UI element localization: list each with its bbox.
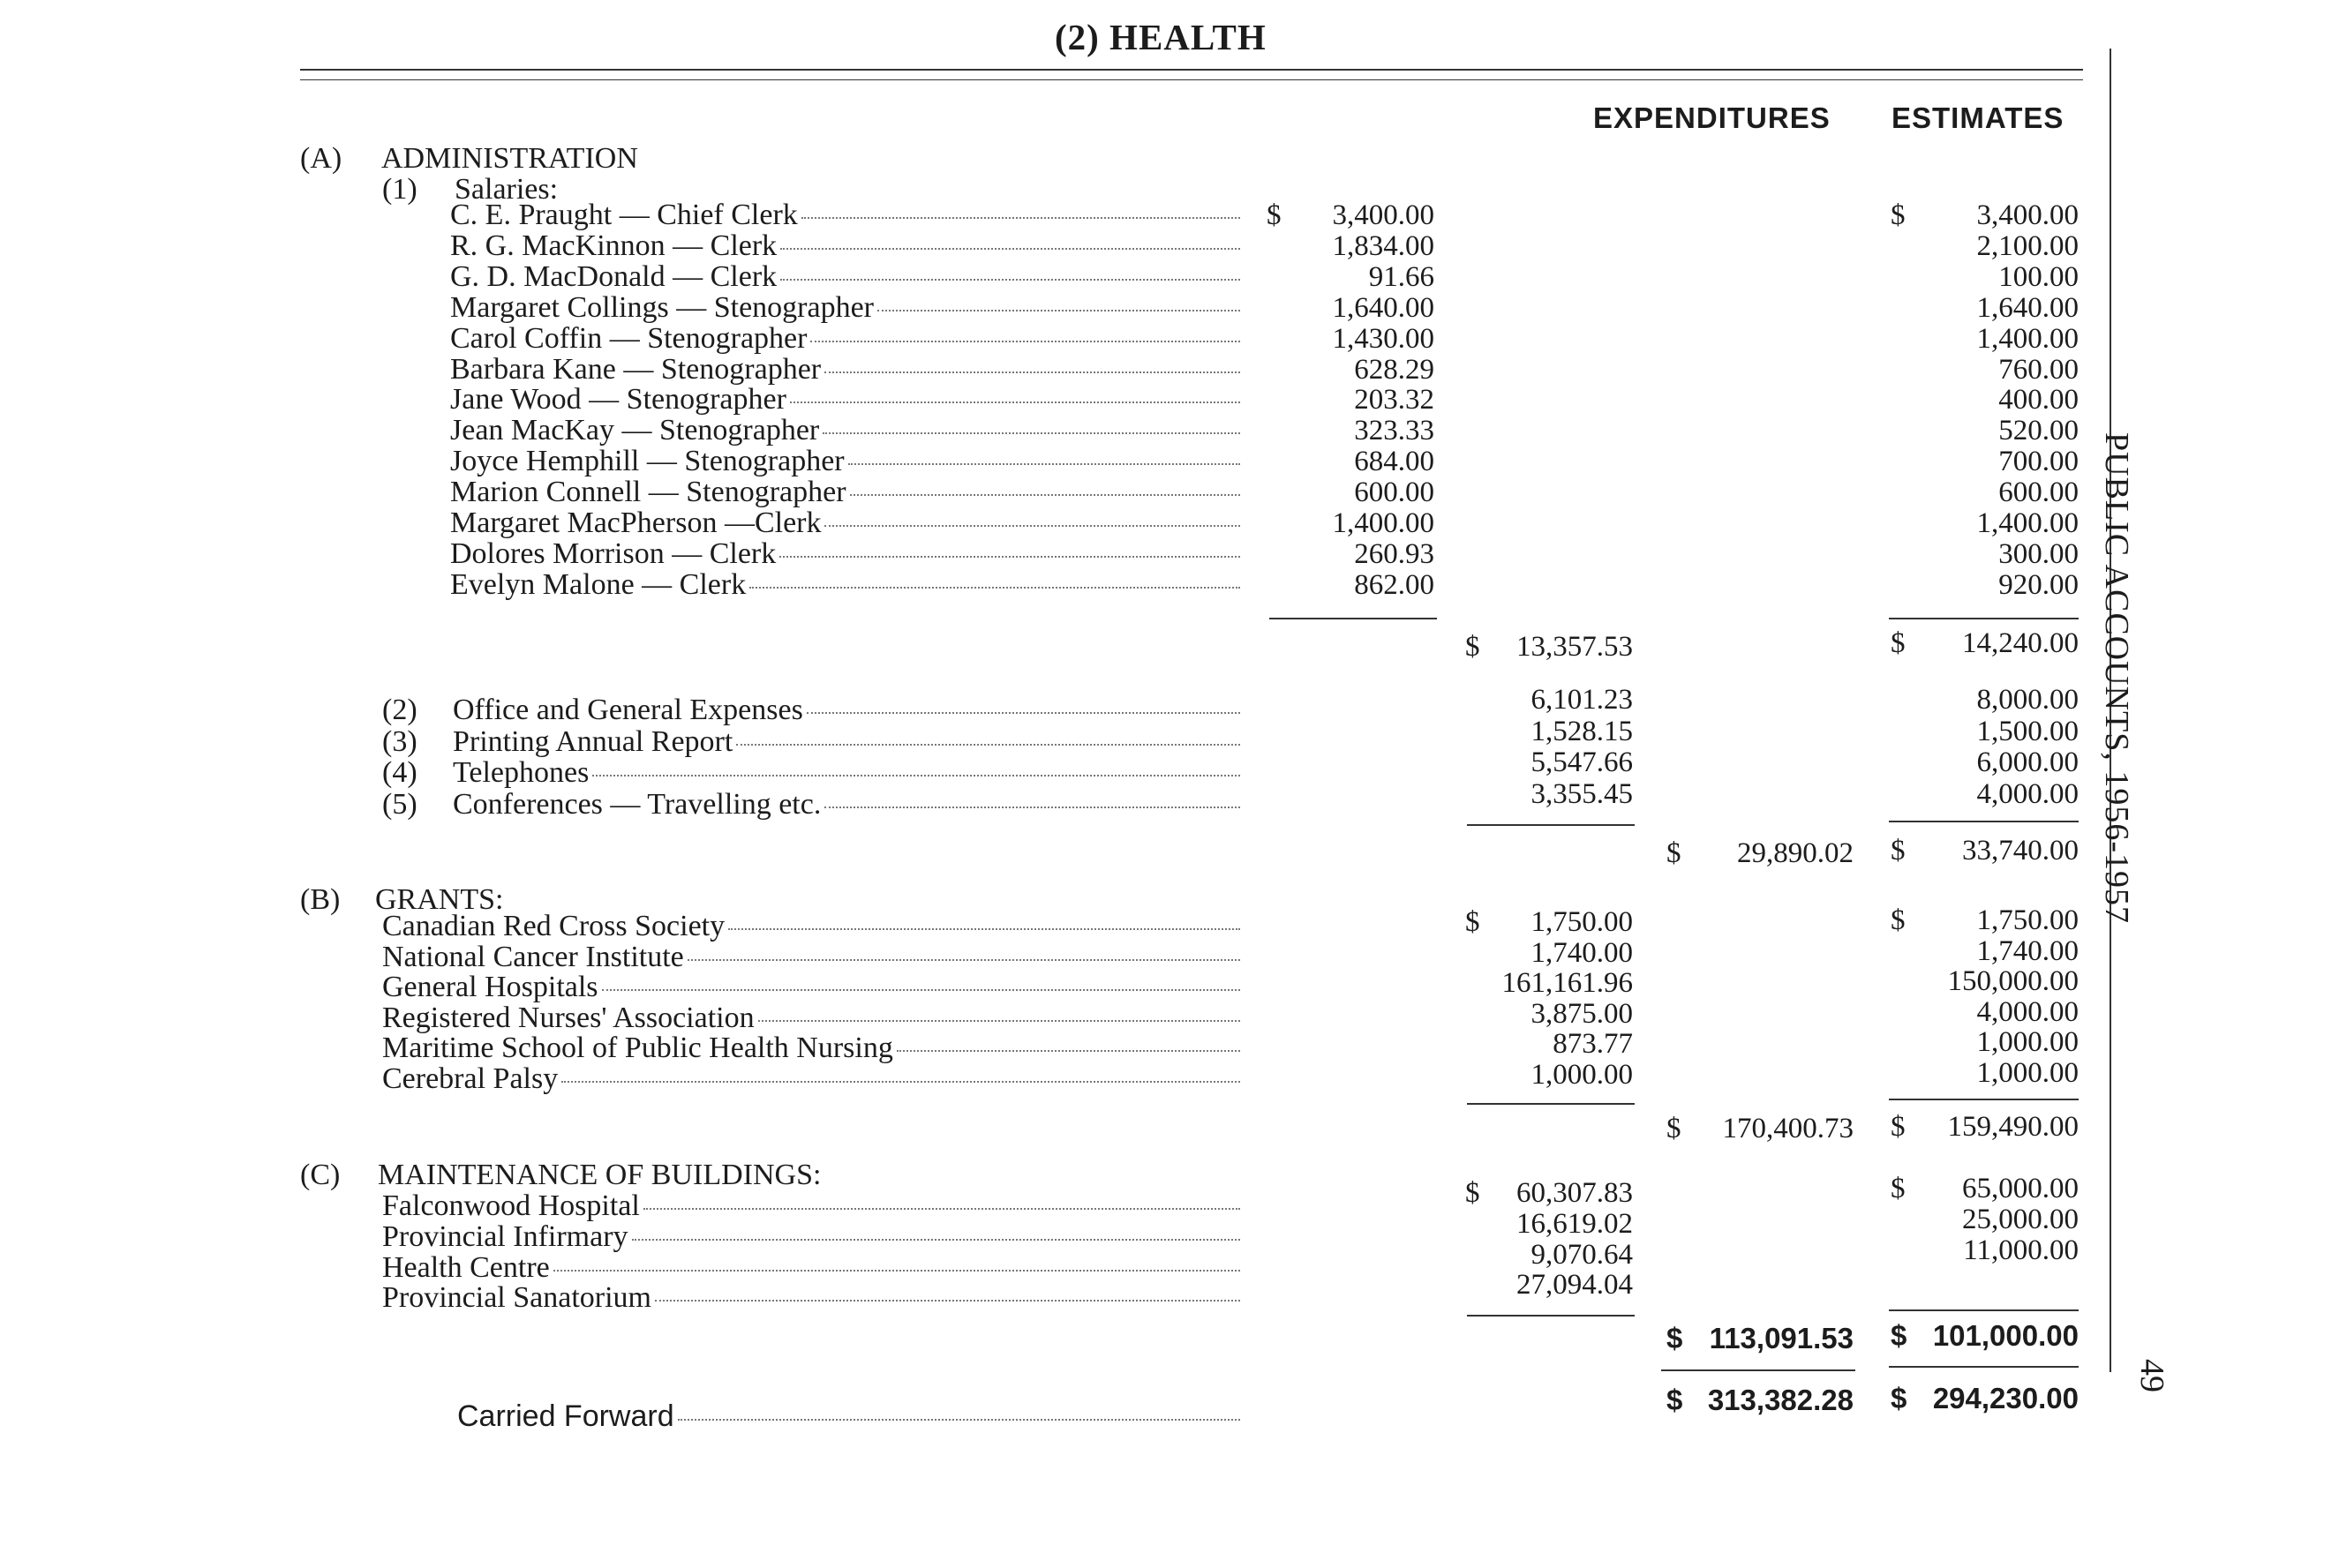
dollar-sign: $ (1891, 1382, 1907, 1414)
grant-item-label (382, 912, 1240, 942)
dot-leader (807, 712, 1240, 714)
salary-item-expenditure: 3,400.00 (1332, 199, 1434, 231)
expense-item-label (453, 758, 1240, 788)
dot-leader (688, 959, 1240, 961)
grant-item-label (382, 1003, 1240, 1033)
dollar-sign: $ (1465, 906, 1480, 938)
grant-item-label-text: Registered Nurses' Association (382, 1002, 755, 1033)
building-item-estimate: 25,000.00 (1962, 1203, 2079, 1235)
building-item-estimate: 65,000.00 (1962, 1173, 2079, 1204)
salary-item-label-text: Marion Connell — Stenographer (450, 477, 846, 508)
expense-item-label (453, 695, 1240, 725)
salary-item-estimate: 100.00 (1998, 260, 2079, 293)
grant-item-estimate: 4,000.00 (1976, 995, 2079, 1028)
building-item-expenditure: 60,307.83 (1516, 1177, 1633, 1209)
building-item-expenditure: 27,094.04 (1516, 1269, 1633, 1302)
salary-item-label (450, 262, 1240, 292)
carried-forward-estimate: 294,230.00 (1932, 1382, 2079, 1414)
salary-item-estimate: 1,640.00 (1976, 291, 2079, 324)
grant-item-label (382, 972, 1240, 1002)
dot-leader (655, 1300, 1240, 1302)
salary-item-expenditure: 600.00 (1354, 476, 1434, 509)
expense-item-label-text: Conferences — Travelling etc. (453, 789, 822, 820)
building-item-label (382, 1283, 1240, 1313)
dot-leader (848, 463, 1240, 465)
dot-leader (728, 928, 1240, 930)
salary-item-label-text: Barbara Kane — Stenographer (450, 354, 822, 385)
dollar-sign: $ (1891, 904, 1906, 936)
grant-item-estimate: 150,000.00 (1947, 965, 2079, 998)
dollar-sign: $ (1666, 1322, 1683, 1354)
grant-item-label (382, 1033, 1240, 1063)
expense-item-label-text: Printing Annual Report (453, 726, 733, 757)
salary-item-label (450, 416, 1240, 446)
section-c-total-estimate: 101,000.00 (1932, 1319, 2079, 1352)
dot-leader (824, 371, 1240, 373)
section-a-title: ADMINISTRATION (381, 142, 638, 175)
grant-item-label-text: Maritime School of Public Health Nursing (382, 1033, 893, 1064)
expense-item-expenditure: 3,355.45 (1531, 777, 1633, 810)
salary-item-label (450, 324, 1240, 354)
building-item-label (382, 1222, 1240, 1252)
carried-forward-label-text: Carried Forward (457, 1401, 674, 1431)
salary-item-label (450, 477, 1240, 507)
salary-item-expenditure: 1,400.00 (1332, 507, 1434, 539)
dollar-sign: $ (1666, 1384, 1683, 1416)
salary-item-estimate: 2,100.00 (1976, 229, 2079, 262)
expense-item-expenditure: 5,547.66 (1531, 746, 1633, 778)
dot-leader (823, 432, 1240, 434)
building-item-expenditure: 9,070.64 (1531, 1238, 1633, 1271)
building-item-label (382, 1253, 1240, 1283)
grant-item-label (382, 942, 1240, 972)
dollar-sign: $ (1666, 837, 1681, 869)
salary-item-label-text: Margaret MacPherson —Clerk (450, 508, 822, 538)
salary-item-label-text: R. G. MacKinnon — Clerk (450, 230, 778, 261)
item-number: (5) (382, 787, 417, 821)
salaries-total-estimate: 14,240.00 (1962, 627, 2079, 659)
section-a-total-estimate: 33,740.00 (1962, 835, 2079, 867)
page-number: 49 (2133, 1359, 2170, 1392)
section-b-subtotal-rule (1467, 1103, 1635, 1105)
dot-leader (553, 1270, 1240, 1272)
salary-item-expenditure: 1,834.00 (1332, 229, 1434, 262)
dot-leader (780, 279, 1240, 281)
salary-item-expenditure: 203.32 (1354, 384, 1434, 416)
dot-leader (779, 556, 1240, 558)
salary-item-label-text: G. D. MacDonald — Clerk (450, 261, 778, 292)
salary-item-estimate: 3,400.00 (1976, 199, 2079, 231)
dot-leader (824, 525, 1240, 527)
grant-item-expenditure: 1,740.00 (1531, 936, 1633, 969)
expense-item-expenditure: 6,101.23 (1531, 684, 1633, 716)
salary-item-label (450, 200, 1240, 230)
dot-leader (736, 744, 1240, 746)
expense-item-estimate: 8,000.00 (1976, 684, 2079, 716)
section-b-title: GRANTS: (375, 883, 504, 916)
grant-item-label-text: General Hospitals (382, 972, 598, 1003)
estimates-header: ESTIMATES (1892, 101, 2064, 134)
section-c-estimate-rule (1889, 1309, 2079, 1311)
dot-leader (810, 341, 1240, 342)
section-c-title: MAINTENANCE OF BUILDINGS: (378, 1159, 822, 1191)
expense-item-estimate: 4,000.00 (1976, 777, 2079, 810)
grant-item-estimate: 1,000.00 (1976, 1026, 2079, 1059)
expenditures-header: EXPENDITURES (1593, 101, 1831, 134)
salary-item-expenditure: 260.93 (1354, 537, 1434, 570)
side-title: PUBLIC ACCOUNTS, 1956-1957 (2098, 432, 2135, 924)
salary-item-expenditure: 91.66 (1368, 260, 1434, 293)
dollar-sign: $ (1267, 199, 1282, 231)
salary-item-label-text: Margaret Collings — Stenographer (450, 292, 875, 323)
carried-forward-estimate-rule (1889, 1366, 2079, 1368)
expense-item-label (453, 790, 1240, 820)
grant-item-expenditure: 1,000.00 (1531, 1059, 1633, 1091)
salary-item-estimate: 1,400.00 (1976, 507, 2079, 539)
dollar-sign: $ (1465, 631, 1480, 663)
salary-item-label-text: Joyce Hemphill — Stenographer (450, 446, 845, 477)
section-c-subtotal-rule (1467, 1315, 1635, 1317)
section-b-estimate-rule (1889, 1099, 2079, 1100)
dot-leader (824, 807, 1240, 808)
salary-item-expenditure: 323.33 (1354, 415, 1434, 447)
dot-leader (602, 989, 1240, 991)
building-item-label-text: Health Centre (382, 1252, 550, 1283)
building-item-estimate: 11,000.00 (1963, 1234, 2079, 1266)
salary-item-label-text: Jane Wood — Stenographer (450, 385, 786, 416)
salary-item-estimate: 920.00 (1998, 568, 2079, 601)
expense-item-estimate: 1,500.00 (1976, 715, 2079, 747)
salaries-estimate-rule (1889, 618, 2079, 619)
dollar-sign: $ (1891, 1111, 1906, 1143)
title-rule-bottom (300, 79, 2083, 80)
carried-forward-rule (1661, 1369, 1855, 1371)
salary-item-estimate: 400.00 (1998, 384, 2079, 416)
salary-item-estimate: 1,400.00 (1976, 322, 2079, 355)
salary-item-expenditure: 862.00 (1354, 568, 1434, 601)
grant-item-label-text: Canadian Red Cross Society (382, 912, 726, 942)
dot-leader (850, 494, 1240, 496)
salary-item-estimate: 300.00 (1998, 537, 2079, 570)
expense-item-label-text: Telephones (453, 758, 590, 788)
expense-item-expenditure: 1,528.15 (1531, 715, 1633, 747)
section-a-estimate-rule (1889, 821, 2079, 822)
salary-item-label-text: C. E. Praught — Chief Clerk (450, 200, 798, 230)
salary-item-estimate: 700.00 (1998, 446, 2079, 478)
dollar-sign: $ (1891, 1173, 1906, 1204)
dollar-sign: $ (1891, 627, 1906, 659)
grant-item-label-text: Cerebral Palsy (382, 1064, 559, 1094)
grant-item-estimate: 1,740.00 (1976, 934, 2079, 967)
dollar-sign: $ (1891, 199, 1906, 231)
salary-item-expenditure: 628.29 (1354, 353, 1434, 386)
salary-item-label (450, 570, 1240, 600)
grant-item-label (382, 1064, 1240, 1094)
salary-item-expenditure: 1,640.00 (1332, 291, 1434, 324)
salary-item-expenditure: 684.00 (1354, 446, 1434, 478)
dollar-sign: $ (1891, 1319, 1907, 1352)
salary-item-estimate: 520.00 (1998, 415, 2079, 447)
item-number: (3) (382, 724, 417, 758)
salary-item-label-text: Dolores Morrison — Clerk (450, 538, 777, 569)
salary-item-label-text: Jean MacKay — Stenographer (450, 416, 820, 446)
item-number: (4) (382, 756, 417, 789)
dot-leader (561, 1081, 1240, 1083)
section-c-total-expenditure: 113,091.53 (1709, 1322, 1854, 1354)
dot-leader (678, 1419, 1240, 1421)
section-b-total-expenditure: 170,400.73 (1722, 1113, 1854, 1144)
dot-leader (877, 310, 1240, 311)
dollar-sign: $ (1891, 835, 1906, 867)
dot-leader (749, 587, 1240, 589)
grant-item-estimate: 1,000.00 (1976, 1057, 2079, 1089)
section-b-total-estimate: 159,490.00 (1947, 1111, 2079, 1143)
section-a-subtotal-rule (1467, 824, 1635, 826)
dollar-sign: $ (1666, 1113, 1681, 1144)
section-b-label: (B) (300, 883, 341, 916)
title-rule-top (300, 69, 2083, 71)
item-number: (2) (382, 694, 417, 726)
dollar-sign: $ (1465, 1177, 1480, 1209)
building-item-label-text: Provincial Sanatorium (382, 1283, 652, 1314)
salaries-title: Salaries: (455, 173, 559, 206)
dot-leader (632, 1239, 1240, 1241)
grant-item-expenditure: 3,875.00 (1531, 997, 1633, 1030)
section-a-total-expenditure: 29,890.02 (1737, 837, 1854, 869)
dot-leader (897, 1050, 1240, 1052)
dot-leader (790, 401, 1240, 403)
expense-item-label (453, 727, 1240, 757)
carried-forward-expenditure: 313,382.28 (1707, 1384, 1854, 1416)
page-title: (2) HEALTH (1055, 17, 1267, 57)
salary-item-estimate: 600.00 (1998, 476, 2079, 509)
section-a-label: (A) (300, 142, 342, 175)
salaries-number: (1) (382, 173, 417, 206)
building-item-label (382, 1191, 1240, 1221)
salaries-total-expenditure: 13,357.53 (1516, 631, 1633, 663)
grant-item-expenditure: 161,161.96 (1501, 967, 1633, 1000)
salary-item-label (450, 385, 1240, 415)
dot-leader (592, 775, 1240, 776)
salary-item-label (450, 508, 1240, 538)
salaries-subtotal-rule (1269, 618, 1437, 619)
salary-item-label-text: Carol Coffin — Stenographer (450, 323, 808, 354)
dot-leader (780, 248, 1240, 250)
dot-leader (643, 1208, 1240, 1210)
dot-leader (801, 217, 1240, 219)
salary-item-label (450, 539, 1240, 569)
salary-item-label (450, 355, 1240, 385)
building-item-label-text: Falconwood Hospital (382, 1191, 640, 1221)
salary-item-label (450, 231, 1240, 261)
grant-item-estimate: 1,750.00 (1976, 904, 2079, 936)
grant-item-expenditure: 873.77 (1553, 1028, 1633, 1061)
expense-item-estimate: 6,000.00 (1976, 746, 2079, 778)
salary-item-expenditure: 1,430.00 (1332, 322, 1434, 355)
building-item-expenditure: 16,619.02 (1516, 1207, 1633, 1240)
building-item-label-text: Provincial Infirmary (382, 1221, 628, 1252)
salary-item-label (450, 293, 1240, 323)
grant-item-expenditure: 1,750.00 (1531, 906, 1633, 938)
expense-item-label-text: Office and General Expenses (453, 695, 803, 725)
carried-forward-label (457, 1401, 1240, 1431)
salary-item-label (450, 446, 1240, 476)
salary-item-estimate: 760.00 (1998, 353, 2079, 386)
section-c-label: (C) (300, 1159, 341, 1191)
dot-leader (758, 1020, 1240, 1022)
grant-item-label-text: National Cancer Institute (382, 942, 684, 972)
salary-item-label-text: Evelyn Malone — Clerk (450, 569, 747, 600)
